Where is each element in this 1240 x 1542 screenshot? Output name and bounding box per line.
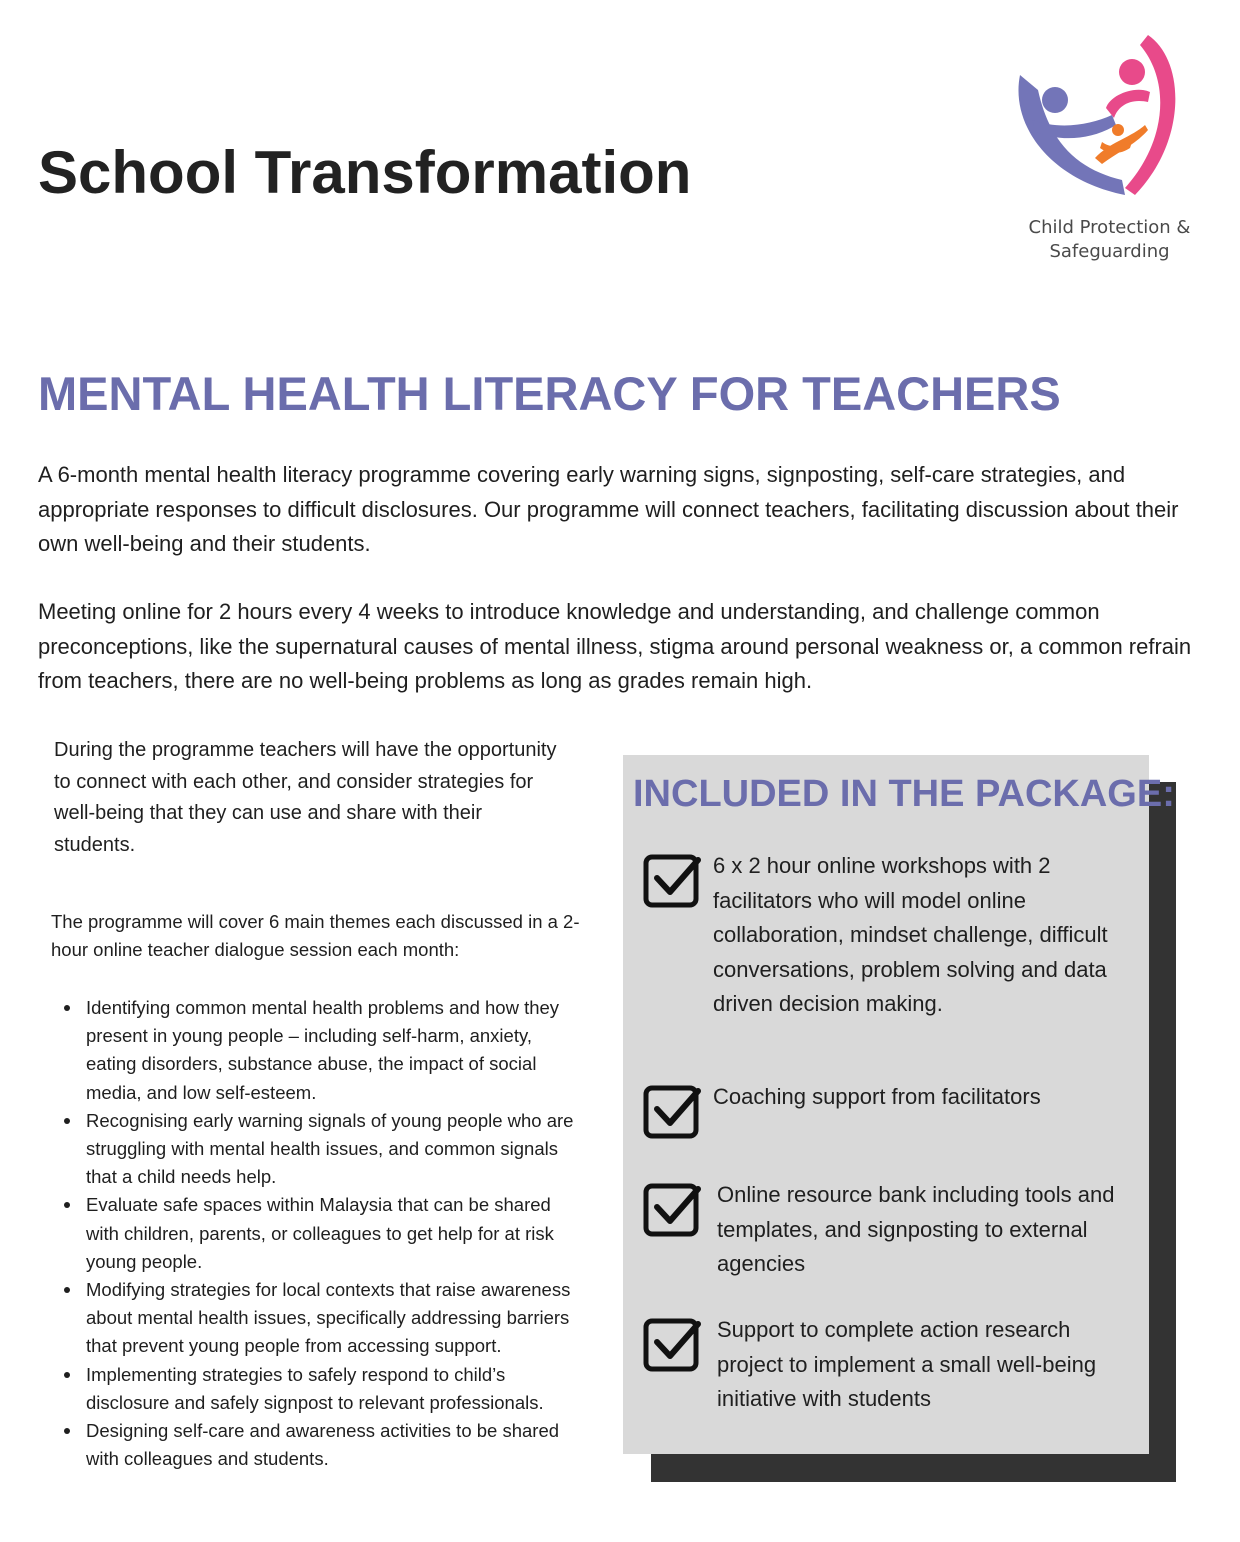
checkbox-checked-icon <box>643 1083 701 1141</box>
checkbox-checked-icon <box>643 1181 701 1239</box>
logo <box>1002 30 1217 280</box>
package-item-text: 6 x 2 hour online workshops with 2 facilitators who will model online collaboration, mindset challenge, difficult conversations, problem solving and data driven decision making. <box>713 853 1108 1016</box>
page-title: School Transformation <box>38 139 692 206</box>
programme-description: During the programme teachers will have the opportunity to connect with each other, and consider strategies for well-being that they can use and share with their students. <box>54 739 557 856</box>
list-item: Identifying common mental health problems and how they present in young people – including self-harm, anxiety, eating disorders, substance abuse, the impact of social media, and low self-esteem. <box>52 994 577 1107</box>
list-item: Recognising early warning signals of young people who are struggling with mental health issues, and common signals that a child needs help. <box>52 1107 577 1192</box>
package-heading: INCLUDED IN THE PACKAGE: <box>633 773 1175 815</box>
list-item: Implementing strategies to safely respond to child’s disclosure and safely signpost to relevant professionals. <box>52 1361 577 1417</box>
themes-list <box>52 994 577 1473</box>
intro-paragraph: A 6-month mental health literacy programme covering early warning signs, signposting, self-care strategies, and appropriate responses to difficult disclosures. Our programme will connect teachers, facilitating discussion about their own well-being and their students. <box>38 462 1179 556</box>
logo-icon <box>1010 30 1210 210</box>
intro-paragraph: Meeting online for 2 hours every 4 weeks to introduce knowledge and understanding, and challenge common preconceptions, like the supernatural causes of mental illness, stigma around personal weakness or, a common refrain from teachers, there are no well-being problems as long as grades remain high. <box>38 599 1192 693</box>
list-item: Evaluate safe spaces within Malaysia that can be shared with children, parents, or colleagues to get help for at risk young people. <box>52 1191 577 1276</box>
package-item-text: Support to complete action research project to implement a small well-being initiative with students <box>717 1317 1097 1411</box>
checkbox-checked-icon <box>643 852 701 910</box>
themes-intro: The programme will cover 6 main themes each discussed in a 2-hour online teacher dialogue session each month: <box>51 911 580 960</box>
package-box <box>623 755 1175 1454</box>
section-heading: MENTAL HEALTH LITERACY FOR TEACHERS <box>38 367 1061 420</box>
list-item: Modifying strategies for local contexts that raise awareness about mental health issues, specifically addressing barriers that prevent young people from accessing support. <box>52 1276 577 1361</box>
list-item: Designing self-care and awareness activities to be shared with colleagues and students. <box>52 1417 577 1473</box>
logo-text: Child Protection & Safeguarding <box>1028 217 1191 262</box>
package-item-text: Coaching support from facilitators <box>713 1084 1041 1109</box>
checkbox-checked-icon <box>643 1316 701 1374</box>
package-item-text: Online resource bank including tools and templates, and signposting to external agencies <box>717 1182 1115 1276</box>
